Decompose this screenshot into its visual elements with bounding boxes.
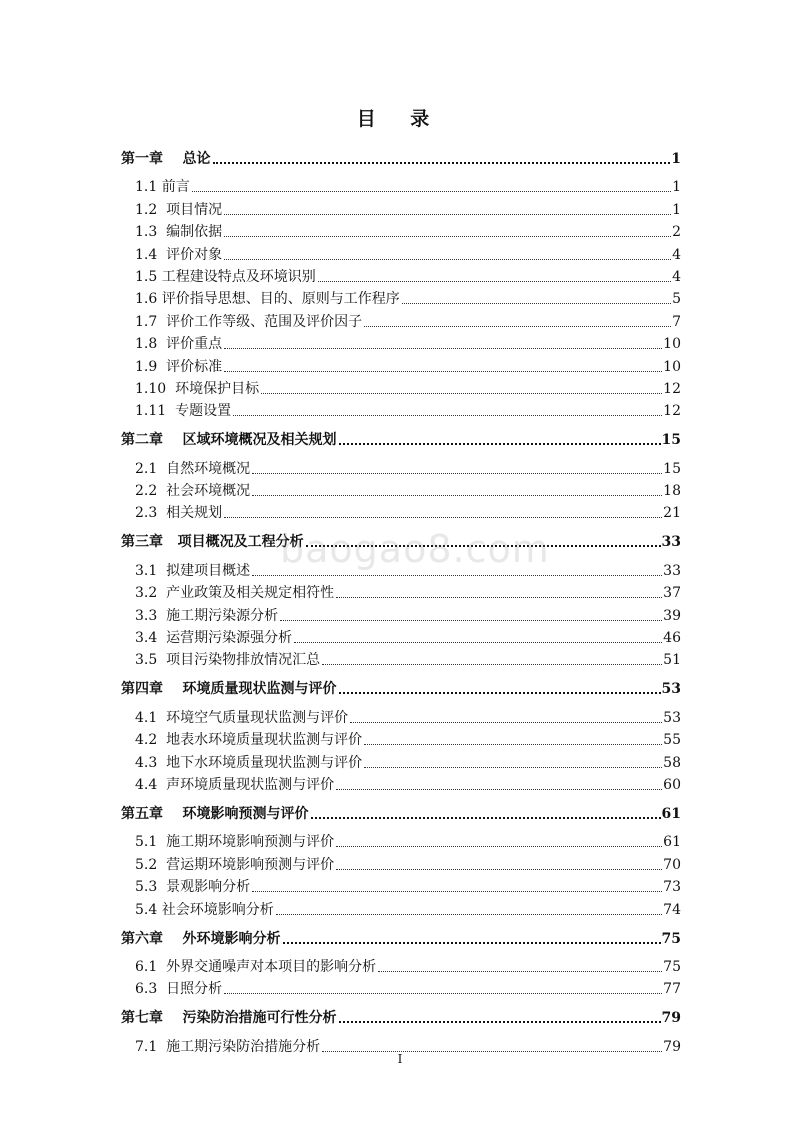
toc-chapter-entry[interactable]: [121, 676, 681, 698]
toc-entry-page-number: 1: [672, 179, 681, 196]
toc-section-entry[interactable]: [121, 331, 681, 353]
watermark: baogao8.com: [280, 527, 550, 571]
dot-leader: [350, 721, 662, 723]
toc-entry-page-number: 79: [661, 1010, 681, 1027]
toc-entry-label: 1.1 前言: [135, 179, 190, 196]
toc-entry-page-number: 10: [663, 358, 681, 375]
toc-entry-page-number: 12: [663, 380, 681, 397]
toc-entry-label: 3.4 运营期污染源强分析: [135, 630, 293, 647]
toc-entry-label: 4.1 环境空气质量现状监测与评价: [135, 709, 349, 726]
dot-leader: [311, 816, 661, 819]
dot-leader: [276, 913, 662, 915]
toc-entry-label: 3.3 施工期污染源分析: [135, 607, 279, 624]
dot-leader: [252, 472, 662, 474]
toc-section-entry[interactable]: [121, 174, 681, 196]
toc-section-entry[interactable]: [121, 647, 681, 669]
toc-entry-label: 2.3 相关规划: [135, 505, 223, 522]
toc-entry-label: 2.2 社会环境概况: [135, 483, 251, 500]
dot-leader: [280, 619, 662, 621]
toc-entry-label: 4.2 地表水环境质量现状监测与评价: [135, 732, 363, 749]
toc-entry-page-number: 61: [661, 805, 681, 822]
toc-entry-page-number: 4: [672, 246, 681, 263]
dot-leader: [364, 743, 662, 745]
toc-entry-label: 3.2 产业政策及相关规定相符性: [135, 585, 335, 602]
toc-entry-label: 5.3 景观影响分析: [135, 879, 251, 896]
dot-leader: [224, 516, 662, 518]
dot-leader: [318, 280, 671, 282]
toc-entry-label: 6.3 日照分析: [135, 981, 223, 998]
page-title: 目 录: [356, 108, 444, 130]
toc-entry-page-number: 4: [672, 268, 681, 285]
toc-section-entry[interactable]: [121, 602, 681, 624]
toc-entry-label: 1.10 环境保护目标: [135, 380, 260, 397]
toc-entry-label: 2.1 自然环境概况: [135, 460, 251, 477]
toc-entry-page-number: 21: [663, 505, 681, 522]
toc-entry-label: 第四章 环境质量现状监测与评价: [121, 681, 337, 698]
dot-leader: [402, 302, 671, 304]
dot-leader: [224, 213, 671, 215]
toc-entry-label: 1.9 评价标准: [135, 358, 223, 375]
toc-section-entry[interactable]: [121, 976, 681, 998]
dot-leader: [261, 392, 662, 394]
toc-entry-page-number: 55: [663, 732, 681, 749]
toc-section-entry[interactable]: [121, 954, 681, 976]
toc-entry-page-number: 33: [661, 534, 681, 551]
table-of-contents: [121, 146, 681, 1056]
toc-entry-page-number: 74: [663, 901, 681, 918]
dot-leader: [322, 663, 662, 665]
dot-leader: [233, 414, 662, 416]
toc-chapter-entry[interactable]: [121, 427, 681, 449]
toc-section-entry[interactable]: [121, 376, 681, 398]
dot-leader: [336, 868, 662, 870]
dot-leader: [224, 258, 671, 260]
dot-leader: [213, 161, 671, 164]
toc-entry-label: 第二章 区域环境概况及相关规划: [121, 432, 337, 449]
toc-section-entry[interactable]: [121, 704, 681, 726]
toc-entry-page-number: 70: [663, 856, 681, 873]
dot-leader: [339, 691, 661, 694]
dot-leader: [336, 788, 662, 790]
toc-entry-page-number: 1: [671, 151, 681, 167]
toc-section-entry[interactable]: [121, 308, 681, 330]
dot-leader: [252, 890, 662, 892]
toc-entry-page-number: 18: [663, 483, 681, 500]
toc-entry-page-number: 73: [663, 879, 681, 896]
toc-entry-page-number: 33: [663, 562, 681, 579]
toc-entry-label: 4.4 声环境质量现状监测与评价: [135, 776, 335, 793]
toc-entry-label: 第一章 总论: [121, 151, 211, 167]
toc-entry-label: 1.8 评价重点: [135, 336, 223, 353]
toc-entry-label: 4.3 地下水环境质量现状监测与评价: [135, 754, 363, 771]
toc-entry-page-number: 77: [663, 981, 681, 998]
toc-entry-page-number: 15: [661, 432, 681, 449]
toc-section-entry[interactable]: [121, 896, 681, 918]
toc-entry-page-number: 51: [663, 652, 681, 669]
toc-section-entry[interactable]: [121, 749, 681, 771]
toc-entry-label: 3.5 项目污染物排放情况汇总: [135, 652, 321, 669]
dot-leader: [339, 442, 661, 445]
toc-entry-label: 第三章 项目概况及工程分析: [121, 534, 304, 551]
toc-entry-page-number: 53: [663, 709, 681, 726]
toc-entry-label: 5.2 营运期环境影响预测与评价: [135, 856, 335, 873]
toc-entry-page-number: 60: [663, 776, 681, 793]
toc-entry-page-number: 1: [672, 201, 681, 218]
toc-entry-page-number: 46: [663, 630, 681, 647]
toc-entry-page-number: 37: [663, 585, 681, 602]
dot-leader: [224, 370, 662, 372]
toc-entry-page-number: 7: [672, 313, 681, 330]
page-number-footer: I: [397, 1052, 403, 1066]
dot-leader: [252, 574, 662, 576]
dot-leader: [224, 992, 662, 994]
toc-entry-page-number: 75: [663, 958, 681, 975]
toc-chapter-entry[interactable]: [121, 801, 681, 823]
toc-entry-label: 第六章 外环境影响分析: [121, 930, 281, 947]
toc-entry-label: 3.1 拟建项目概述: [135, 562, 251, 579]
toc-entry-label: 5.4 社会环境影响分析: [135, 901, 274, 918]
toc-section-entry[interactable]: [121, 286, 681, 308]
dot-leader: [224, 235, 671, 237]
dot-leader: [224, 347, 662, 349]
dot-leader: [294, 641, 662, 643]
toc-section-entry[interactable]: [121, 580, 681, 602]
toc-entry-page-number: 61: [663, 834, 681, 851]
toc-section-entry[interactable]: [121, 727, 681, 749]
toc-entry-page-number: 53: [661, 681, 681, 698]
dot-leader: [339, 1020, 661, 1023]
toc-chapter-entry[interactable]: [121, 146, 681, 168]
toc-entry-label: 1.5 工程建设特点及环境识别: [135, 268, 316, 285]
toc-section-entry[interactable]: [121, 851, 681, 873]
dot-leader: [192, 190, 671, 192]
toc-section-entry[interactable]: [121, 772, 681, 794]
toc-chapter-entry[interactable]: [121, 926, 681, 948]
dot-leader: [364, 325, 671, 327]
dot-leader: [283, 941, 661, 944]
toc-section-entry[interactable]: [121, 829, 681, 851]
toc-section-entry[interactable]: [121, 196, 681, 218]
toc-entry-page-number: 2: [672, 224, 681, 241]
dot-leader: [336, 845, 662, 847]
toc-section-entry[interactable]: [121, 478, 681, 500]
toc-entry-page-number: 39: [663, 607, 681, 624]
toc-entry-label: 1.3 编制依据: [135, 224, 223, 241]
dot-leader: [364, 766, 662, 768]
toc-section-entry[interactable]: [121, 625, 681, 647]
toc-entry-label: 1.4 评价对象: [135, 246, 223, 263]
toc-section-entry[interactable]: [121, 241, 681, 263]
toc-entry-label: 1.2 项目情况: [135, 201, 223, 218]
toc-section-entry[interactable]: [121, 264, 681, 286]
toc-entry-page-number: 79: [663, 1038, 681, 1055]
toc-entry-page-number: 58: [663, 754, 681, 771]
dot-leader: [378, 970, 662, 972]
toc-chapter-entry[interactable]: [121, 1005, 681, 1027]
toc-entry-page-number: 75: [661, 930, 681, 947]
toc-section-entry[interactable]: [121, 874, 681, 896]
toc-section-entry[interactable]: [121, 219, 681, 241]
toc-entry-label: 1.6 评价指导思想、目的、原则与工作程序: [135, 291, 400, 308]
toc-section-entry[interactable]: [121, 353, 681, 375]
toc-entry-page-number: 5: [672, 291, 681, 308]
toc-entry-page-number: 15: [663, 460, 681, 477]
toc-section-entry[interactable]: [121, 398, 681, 420]
toc-entry-label: 7.1 施工期污染防治措施分析: [135, 1038, 321, 1055]
toc-entry-label: 1.7 评价工作等级、范围及评价因子: [135, 313, 363, 330]
dot-leader: [336, 596, 662, 598]
toc-entry-label: 第五章 环境影响预测与评价: [121, 805, 309, 822]
toc-entry-label: 5.1 施工期环境影响预测与评价: [135, 834, 335, 851]
toc-entry-label: 第七章 污染防治措施可行性分析: [121, 1010, 337, 1027]
dot-leader: [252, 494, 662, 496]
toc-entry-page-number: 10: [663, 336, 681, 353]
toc-section-entry[interactable]: [121, 455, 681, 477]
toc-section-entry[interactable]: [121, 500, 681, 522]
toc-entry-label: 6.1 外界交通噪声对本项目的影响分析: [135, 958, 377, 975]
toc-entry-label: 1.11 专题设置: [135, 403, 232, 420]
toc-entry-page-number: 12: [663, 403, 681, 420]
